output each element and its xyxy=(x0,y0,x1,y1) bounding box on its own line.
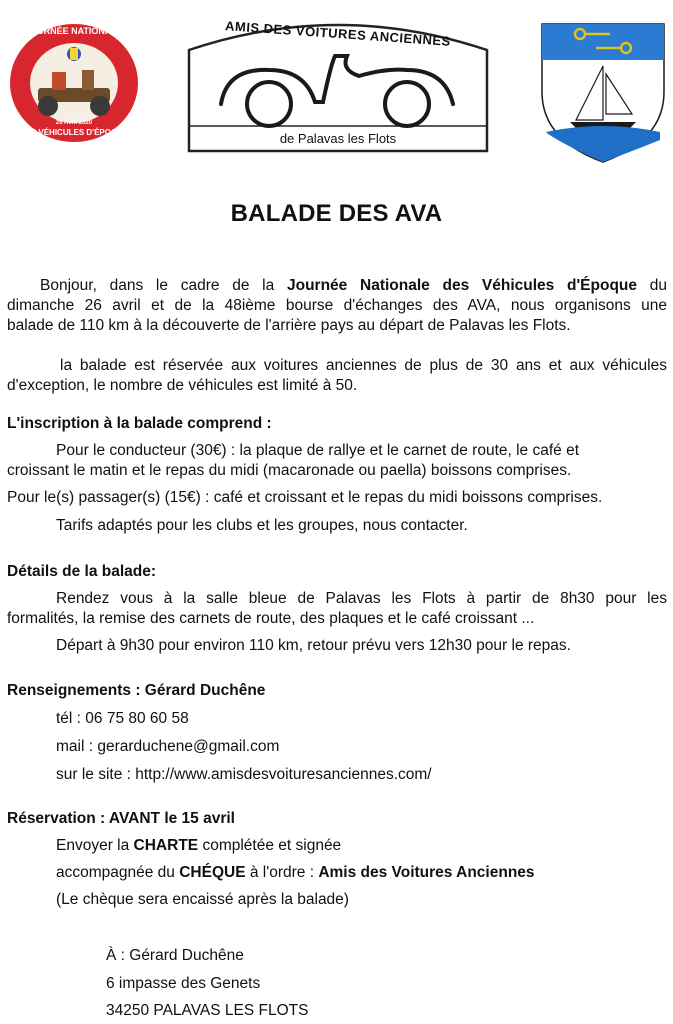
details-heading: Détails de la balade: xyxy=(7,563,157,580)
reservation-text: accompagnée du xyxy=(56,864,175,881)
reservation-payee: Amis des Voitures Anciennes xyxy=(318,864,535,881)
reservation-charte: CHARTE xyxy=(133,837,199,854)
para2-line-1: la balade est réservée aux voitures anciennes de plus de 30 ans et aux véhicules xyxy=(60,357,667,374)
town-shield-logo xyxy=(540,22,666,164)
badge-top-text: JOURNÉE NATIONALE xyxy=(25,26,123,36)
address-line-2: 6 impasse des Genets xyxy=(106,975,261,992)
contact-mail: mail : gerarduchene@gmail.com xyxy=(56,738,280,755)
details-line-2: formalités, la remise des carnets de route, des plaques et le café croissant ... xyxy=(7,610,535,627)
details-line-3: Départ à 9h30 pour environ 110 km, retour prévu vers 12h30 pour le repas. xyxy=(56,637,571,654)
reservation-text: à l'ordre : xyxy=(249,864,315,881)
plate-arc-text: AMIS DES VOITURES ANCIENNES xyxy=(224,18,452,49)
reservation-line-1 xyxy=(56,836,341,856)
inscription-heading: L'inscription à la balade comprend : xyxy=(7,415,272,432)
inscription-passenger: Pour le(s) passager(s) (15€) : café et croissant et le repas du midi boissons comprises. xyxy=(7,489,603,506)
para2-line-2: d'exception, le nombre de véhicules est limité à 50. xyxy=(7,377,358,394)
reservation-text: Envoyer la xyxy=(56,837,130,854)
event-badge-logo xyxy=(8,22,140,144)
inscription-clubs: Tarifs adaptés pour les clubs et les groupes, nous contacter. xyxy=(56,517,468,534)
inscription-driver-1: Pour le conducteur (30€) : la plaque de rallye et le carnet de route, le café et xyxy=(56,442,580,459)
intro-line-2: dimanche 26 avril et de la 48ième bourse d'échanges des AVA, nous organisons une xyxy=(7,297,667,314)
reservation-line-3: (Le chèque sera encaissé après la balade) xyxy=(56,891,349,908)
intro-event-name: Journée Nationale des Véhicules d'Époque xyxy=(286,277,638,294)
address-line-1: À : Gérard Duchêne xyxy=(106,947,244,964)
intro-text-a: Bonjour, dans le cadre de la xyxy=(40,277,275,294)
intro-text-c: du xyxy=(649,277,667,294)
intro-line-3: balade de 110 km à la découverte de l'arrière pays au départ de Palavas les Flots. xyxy=(7,317,571,334)
reservation-cheque: CHÉQUE xyxy=(179,864,246,881)
contact-site: sur le site : http://www.amisdesvoituresanciennes.com/ xyxy=(56,766,432,783)
reservation-text: complétée et signée xyxy=(202,837,342,854)
address-line-3: 34250 PALAVAS LES FLOTS xyxy=(106,1002,309,1019)
badge-date: 26 Avril 2020 xyxy=(55,120,93,126)
details-line-1: Rendez vous à la salle bleue de Palavas les Flots à partir de 8h30 pour les xyxy=(56,590,667,607)
reservation-line-2 xyxy=(56,863,535,883)
contact-heading: Renseignements : Gérard Duchêne xyxy=(7,682,266,699)
reservation-heading: Réservation : AVANT le 15 avril xyxy=(7,810,235,827)
page-title: BALADE DES AVA xyxy=(230,200,443,227)
contact-phone: tél : 06 75 80 60 58 xyxy=(56,710,189,727)
plate-bottom-text: de Palavas les Flots xyxy=(279,131,397,146)
intro-line-1 xyxy=(40,276,667,296)
club-plate-logo xyxy=(183,10,493,157)
badge-bottom-text: DES VÉHICULES D'ÉPOQUE xyxy=(19,128,129,137)
inscription-driver-2: croissant le matin et le repas du midi (macaronade ou paella) boissons comprises. xyxy=(7,462,572,479)
